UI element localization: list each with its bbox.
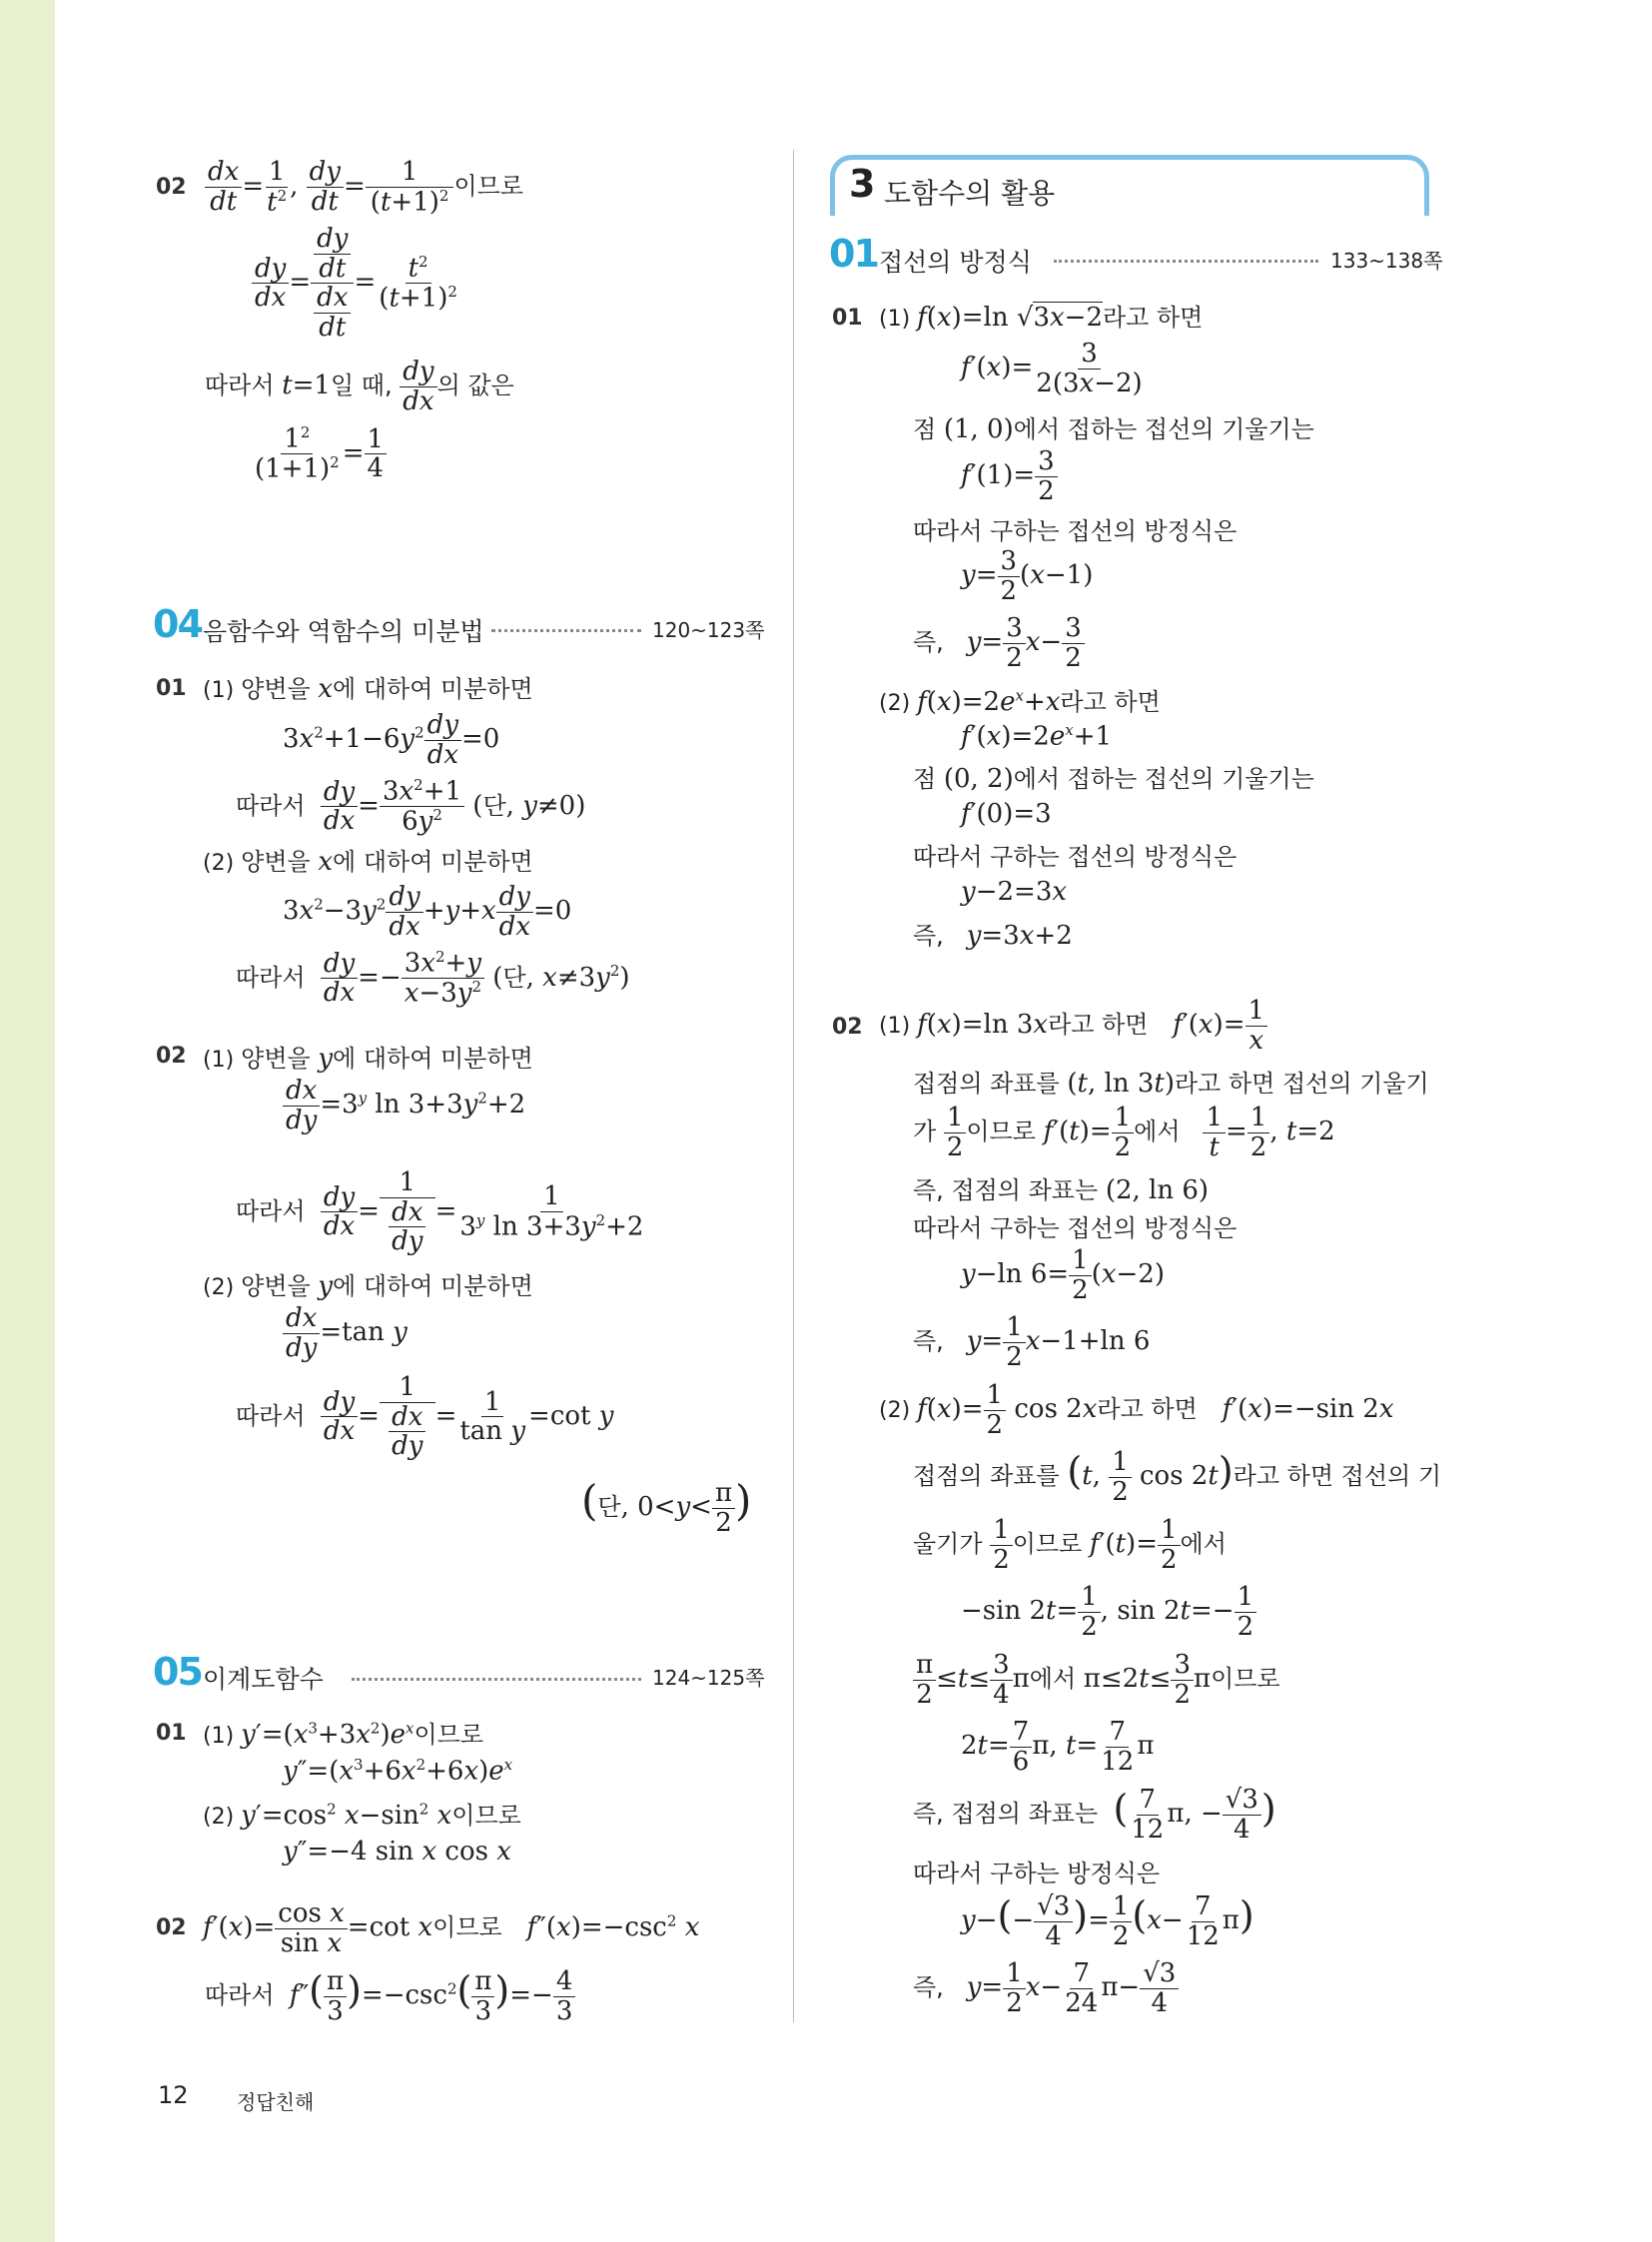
text-line: 점 (1, 0)에서 접하는 접선의 기울기는 — [913, 414, 1314, 444]
equation-line: $\frac{dx}{dy}$ $=3^y$ $\ln 3+3y^2+2$ — [283, 1077, 525, 1134]
equation-line: 즉, y= $\frac{3}{2}$ x− $\frac{3}{2}$ — [913, 614, 1085, 672]
equation-line: 2t= $\frac{7}{6}$ π, t= $\frac{7}{12}$ π — [961, 1717, 1155, 1777]
section-number: 04 — [153, 602, 202, 646]
problem-number: 02 — [156, 1044, 187, 1069]
section-title: 접선의 방정식 — [879, 248, 1032, 277]
problem-number: 02 — [156, 1915, 187, 1940]
condition-note: (단, 0<y< $\frac{\pi}{2}$ ) — [581, 1476, 752, 1538]
equation-line: y″=−4 sin x cos x — [283, 1837, 511, 1867]
equation-line: $3x^2+1-6y^2$ $\frac{dy}{dx}$ =0 — [283, 710, 500, 770]
equation-line: 따라서 f″( $\frac{\pi}{3}$ )$=-\csc^2$( $\frac{\pi}{3}$ )=− $\frac{4}{3}$ — [205, 1967, 575, 2025]
equation-line: y−2=3x — [961, 877, 1068, 907]
equation-line: $y''=(x^3+6x^2+6x)e^x$ — [283, 1756, 513, 1787]
text-line: 점 (0, 2)에서 접하는 접선의 기울기는 — [913, 764, 1314, 794]
equation-line: f′(x)= $\frac{\text{cos x}}{\text{sin x}}$ =cot x이므로 $f''(x)=-\csc^2$ x — [203, 1898, 700, 1958]
chapter-title: 도함수의 활용 — [884, 177, 1056, 210]
equation-line: 접점의 좌표를 (t, $\frac{1}{2}$ cos 2t)라고 하면 접선의 기 — [913, 1447, 1442, 1507]
section-number: 01 — [829, 232, 878, 276]
equation-line: 따라서 t=1일 때, $\frac{dy}{dx}$ 의 값은 — [205, 357, 514, 416]
equation-line: 울기가 $\frac{1}{2}$ 이므로 f′(t)= $\frac{1}{2}$ 에서 — [913, 1515, 1227, 1575]
section-title: 음함수와 역함수의 미분법 — [203, 617, 484, 646]
text-line: 따라서 구하는 접선의 방정식은 — [913, 843, 1238, 871]
equation-line: $\frac{\pi}{2}$ ≤t≤ $\frac{3}{4}$ π에서 π≤2t≤ $\frac{3}{2}$ π이므로 — [913, 1651, 1280, 1709]
text-line: (2) 양변을 x에 대하여 미분하면 — [203, 847, 533, 877]
text-line: 따라서 구하는 방정식은 — [913, 1860, 1161, 1887]
leader-dots — [491, 629, 641, 632]
equation-line: $\frac{dy}{dx}$ = $\frac{\frac{dy}{dt}}{\frac{dx}{dt}}$ = $\frac{t^2}{(t+1)^2}$ — [252, 225, 460, 342]
text-line: (1) 양변을 x에 대하여 미분하면 — [203, 674, 533, 704]
text-line: (2) 양변을 y에 대하여 미분하면 — [203, 1271, 533, 1301]
equation-line: (1) $y'=(x^3+3x^2)e^x$이므로 — [203, 1719, 484, 1750]
equation-line: 즉, 접점의 좌표는 ( $\frac{7}{12}$ π, − $\frac{√3}{4}$ ) — [913, 1785, 1276, 1845]
equation-line: $f'(x)=2e^x+1$ — [961, 721, 1113, 752]
section-pages: 120~123쪽 — [652, 618, 765, 642]
equation-line: (2) f(x)= $\frac{1}{2}$ cos 2x라고 하면 f′(x)=−sin 2x — [879, 1380, 1394, 1440]
equation-line: f′(0)=3 — [961, 799, 1052, 829]
equation-line: y−(− $\frac{√3}{4}$ )= $\frac{1}{2}$ (x− $\frac{7}{12}$ π) — [961, 1891, 1254, 1951]
text-line: 즉, 접점의 좌표는 (2, ln 6) — [913, 1175, 1210, 1205]
text-line: 접점의 좌표를 (t, ln 3t)라고 하면 접선의 기울기 — [913, 1069, 1429, 1099]
text-line: 따라서 구하는 접선의 방정식은 — [913, 1214, 1238, 1242]
equation-line: (1) f(x)=ln √3x−2라고 하면 — [879, 303, 1204, 333]
chapter-number: 3 — [849, 162, 876, 206]
leader-dots — [1054, 260, 1318, 263]
problem-number: 01 — [156, 1721, 187, 1746]
equation-line: (2) $y'=\cos^2$ $x-\sin^2$ x이므로 — [203, 1800, 521, 1831]
equation-line: 따라서 $\frac{dy}{dx}$ = $\frac{3x^2+1}{6y^2}$ (단, y≠0) — [236, 776, 586, 837]
equation-line: 즉, y= $\frac{1}{2}$ x− $\frac{7}{24}$ π− $\frac{√3}{4}$ — [913, 1959, 1179, 2017]
equation-line: (2) $f(x)=2e^x+x$라고 하면 — [879, 686, 1161, 717]
column-divider — [793, 150, 794, 2022]
equation-line: 즉, y=3x+2 — [913, 921, 1073, 951]
page-number: 12 — [158, 2081, 189, 2109]
equation-line: f′(1)= $\frac{3}{2}$ — [961, 447, 1058, 505]
problem-number: 02 — [832, 1015, 863, 1040]
equation-line: 따라서 $\frac{dy}{dx}$ = $\frac{1}{\frac{dx}{dy}}$ = $\frac{1}{3^y \ln 3+3y^2+2}$ — [236, 1167, 644, 1257]
equation-line: y−ln 6= $\frac{1}{2}$ (x−2) — [961, 1245, 1165, 1305]
text-line: 따라서 구하는 접선의 방정식은 — [913, 517, 1238, 545]
equation-line: $\frac{dx}{dt}$ = $\frac{1}{t^2}$ , $\frac{dy}{dt}$ = $\frac{1}{(t+1)^2}$ 이므로 — [205, 158, 523, 217]
leader-dots — [352, 1678, 641, 1681]
text-line: (1) 양변을 y에 대하여 미분하면 — [203, 1044, 533, 1074]
equation-line: −sin 2t= $\frac{1}{2}$ , sin 2t=− $\frac{1}{2}$ — [961, 1583, 1256, 1641]
equation-line: (1) f(x)=ln 3x라고 하면 f′(x)= $\frac{1}{x}$ — [879, 997, 1267, 1055]
equation-line: f′(x)= $\frac{3}{2(3x-2)}$ — [961, 339, 1143, 398]
equation-line: 따라서 $\frac{dy}{dx}$ =− $\frac{3x^2+y}{x-3y^2}$ (단, $x\ne 3y^2$) — [236, 948, 630, 1009]
problem-number: 01 — [832, 306, 863, 331]
section-pages: 124~125쪽 — [652, 1666, 765, 1690]
equation-line: $\frac{1^2}{(1+1)^2}$ = $\frac{1}{4}$ — [252, 424, 387, 484]
equation-line: 따라서 $\frac{dy}{dx}$ = $\frac{1}{\frac{dx}{dy}}$ = $\frac{1}{\text{tan y}}$ =cot y — [236, 1372, 614, 1462]
equation-line: $\frac{dx}{dy}$ =tan y — [283, 1304, 408, 1362]
equation-line: 즉, y= $\frac{1}{2}$ x−1+ln 6 — [913, 1312, 1151, 1372]
section-number: 05 — [153, 1650, 202, 1694]
section-pages: 133~138쪽 — [1330, 249, 1443, 273]
footer-label: 정답친해 — [237, 2090, 315, 2114]
equation-line: 가 $\frac{1}{2}$ 이므로 f′(t)= $\frac{1}{2}$ 에서 $\frac{1}{t}$ = $\frac{1}{2}$ , t=2 — [913, 1103, 1335, 1162]
equation-line: $3x^2-3y^2$ $\frac{dy}{dx}$ +y+x $\frac{dy}{dx}$ =0 — [283, 882, 572, 942]
problem-number: 01 — [156, 676, 187, 701]
page-side-band — [0, 0, 55, 2242]
section-title: 이계도함수 — [203, 1665, 324, 1694]
problem-number: 02 — [156, 175, 187, 200]
equation-line: y= $\frac{3}{2}$ (x−1) — [961, 546, 1094, 606]
